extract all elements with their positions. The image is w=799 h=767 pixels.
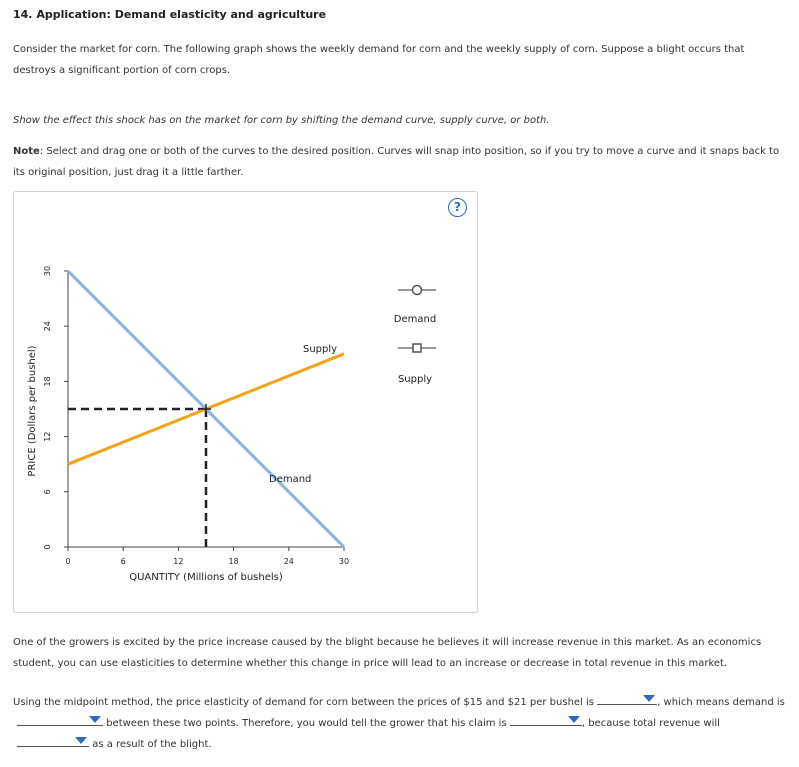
claim-validity-dropdown[interactable] [510,713,582,726]
question-part-3: between these two points. Therefore, you would tell the grower that his claim is [106,718,507,729]
question-title: 14. Application: Demand elasticity and agriculture [13,8,327,21]
x-tick-label: 24 [283,557,294,566]
instruction-text: Show the effect this shock has on the market for corn by shifting the demand curve, supply curve, or both. [13,115,550,126]
dropdown-arrow-icon [568,716,580,723]
intro-line-1: Consider the market for corn. The following graph shows the weekly demand for corn and the weekly supply of corn. Suppose a blight occurs that [13,44,745,55]
palette-demand-label: Demand [393,314,437,325]
y-tick-label: 12 [43,431,52,442]
dropdown-arrow-icon [89,716,101,723]
y-tick-label: 0 [43,544,52,550]
revenue-change-dropdown[interactable] [17,734,89,747]
y-tick-label: 24 [43,321,52,332]
y-axis-label: PRICE (Dollars per bushel) [27,345,38,477]
x-tick-label: 30 [338,557,350,566]
x-axis-label: QUANTITY (Millions of bushels) [129,572,283,583]
elasticity-value-dropdown[interactable] [597,692,657,705]
palette-supply-label: Supply [397,374,433,385]
palette-supply-tool[interactable] [398,344,436,385]
intro-line-2: destroys a significant portion of corn crops. [13,65,231,76]
circle-marker-icon [413,286,422,295]
question-part-1: Using the midpoint method, the price elasticity of demand for corn between the prices of $15 and $21 per bushel is [13,697,595,708]
x-tick-label: 6 [120,557,126,566]
y-tick-label: 18 [43,376,52,387]
followup-text [13,632,789,674]
dropdown-arrow-icon [643,695,655,702]
x-tick-label: 0 [65,557,71,566]
followup-line-2: student, you can use elasticities to determine whether this change in price will lead to an increase or decrease in total revenue in this market. [13,658,728,669]
note-line-1: : Select and drag one or both of the curves to the desired position. Curves will snap into position, so if you try to move a curve and it snaps back to [39,146,780,157]
x-tick-label: 12 [173,557,184,566]
y-tick-label: 6 [43,489,52,495]
followup-line-1: One of the growers is excited by the price increase caused by the blight because he believes it will increase revenue in this market. As an economics [13,637,762,648]
note-line-2: its original position, just drag it a little farther. [13,167,244,178]
palette-demand-tool[interactable] [394,286,436,326]
help-icon[interactable]: ? [448,198,467,217]
note-label: Note [13,146,40,157]
question-part-2: , which means demand is [657,697,785,708]
y-tick-label: 30 [43,265,52,277]
square-marker-icon [413,344,421,352]
question-part-5: as a result of the blight. [92,739,212,750]
x-tick-label: 18 [228,557,239,566]
supply-curve-label: Supply [303,344,338,355]
demand-curve-label: Demand [269,474,312,485]
demand-type-dropdown[interactable] [17,713,103,726]
elasticity-question [13,692,793,755]
question-part-4: , because total revenue will [581,718,720,729]
dropdown-arrow-icon [75,737,87,744]
